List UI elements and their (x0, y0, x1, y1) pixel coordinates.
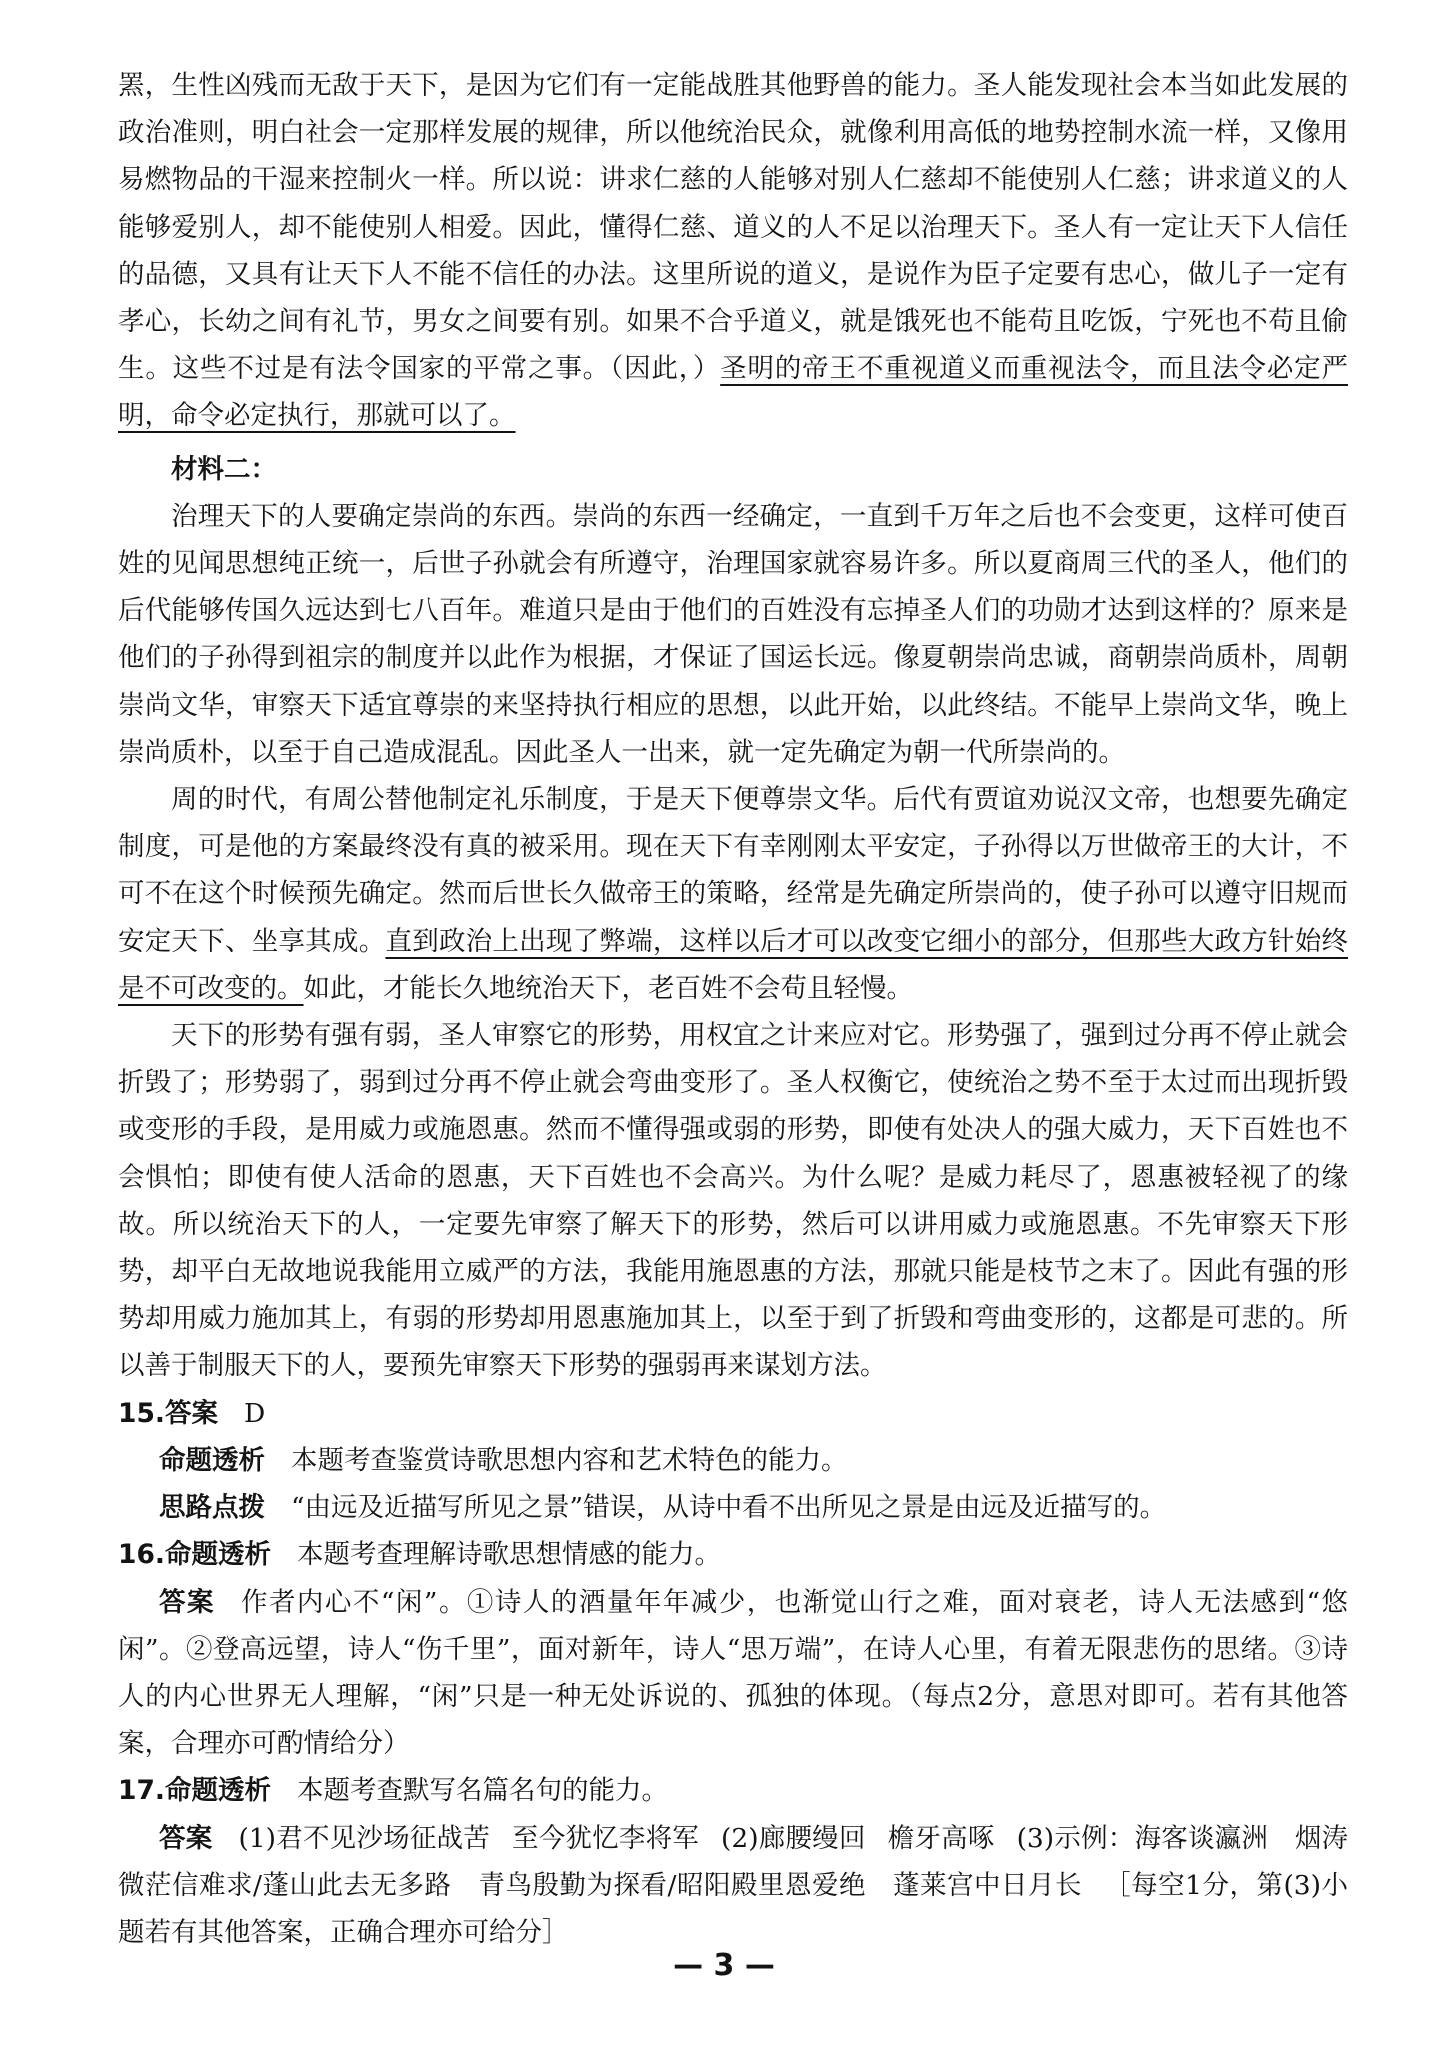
q15-answer-label: 答案 (164, 1397, 218, 1429)
q16-answer-label: 答案 (159, 1586, 215, 1618)
material1-text: 罴，生性凶残而无敌于天下，是因为它们有一定能战胜其他野兽的能力。圣人能发现社会本当如此发展的政治准则，明白社会一定那样发展的规律，所以他统治民众，就像利用高低的地势控制水流一样，又像用易燃物品的干湿来控制火一样。所以说：讲求仁慈的人能够对别人仁慈却不能使别人仁慈；讲求道义的人能够爱别人，却不能使别人相爱。因此，懂得仁慈、道义的人不足以治理天下。圣人有一定让天下人信任的品德，又具有让天下人不能不信任的办法。这里所说的道义，是说作为臣子定要有忠心，做儿子一定有孝心，长幼之间有礼节，男女之间要有别。如果不合乎道义，就是饿死也不能苟且吃饭，宁死也不苟且偷生。这些不过是有法令国家的平常之事。（因此，） (118, 70, 1348, 385)
q16-answer-block (118, 1579, 1348, 1768)
question-16 (118, 1531, 1348, 1767)
q16-analysis-label: 命题透析 (164, 1539, 271, 1571)
q17-a3-text: 示例：海客谈瀛洲 烟涛微茫信难求/蓬山此去无多路 青鸟殷勤为探看/昭阳殿里恩爱绝 蓬莱宫中日月长 (118, 1822, 1349, 1901)
q15-analysis: 本题考查鉴赏诗歌思想内容和艺术特色的能力。 (291, 1444, 848, 1476)
q17-answer-label: 答案 (159, 1822, 213, 1854)
material1-underlined-sentence: 圣明的帝王不重视道义而重视法令，而且法令必定严明，命令必定执行，那就可以了。 (118, 353, 1349, 432)
q17-a2-second: 檐牙高啄 (887, 1822, 995, 1854)
q15-hint: “由远及近描写所见之景”错误，从诗中看不出所见之景是由远及近描写的。 (291, 1492, 1167, 1524)
q17-number: 17. (118, 1775, 165, 1807)
q16-number: 16. (118, 1539, 165, 1571)
page-number: — 3 — (673, 1948, 775, 1983)
q15-analysis-label: 命题透析 (159, 1444, 265, 1476)
material2-paragraph-2 (118, 776, 1348, 1012)
q17-a1-first: 君不见沙场征战苦 (276, 1822, 490, 1854)
q16-analysis-line (118, 1531, 1348, 1578)
q16-answer: 作者内心不“闲”。①诗人的酒量年年减少，也渐觉山行之难，面对衰老，诗人无法感到“悠闲”。②登高远望，诗人“伤千里”，面对新年，诗人“思万端”，在诗人心里，有着无限悲伤的思绪。③诗人的内心世界无人理解，“闲”只是一种无处诉说的、孤独的体现。（每点2分，意思对即可。若有其他答案，合理亦可酌情给分） (118, 1586, 1348, 1760)
q15-answer: D (243, 1397, 266, 1429)
q17-a1-second: 至今犹忆李将军 (511, 1822, 700, 1854)
q15-analysis-line (118, 1437, 1348, 1484)
q17-analysis-line (118, 1767, 1348, 1814)
material2-p2-underlined-sentence: 直到政治上出现了弊端，这样以后才可以改变它细小的部分，但那些大政方针始终是不可改变的。 (118, 925, 1349, 1004)
material2-p2-tail: 如此，才能长久地统治天下，老百姓不会苟且轻慢。 (303, 972, 913, 1004)
q15-number: 15. (118, 1397, 165, 1429)
q15-hint-line (118, 1484, 1348, 1531)
q17-a2-number: (2) (721, 1822, 759, 1854)
material2-paragraph-3: 天下的形势有强有弱，圣人审察它的形势，用权宜之计来应对它。形势强了，强到过分再不停止就会折毁了；形势弱了，弱到过分再不停止就会弯曲变形了。圣人权衡它，使统治之势不至于太过而出现折毁或变形的手段，是用威力或施恩惠。然而不懂得强或弱的形势，即使有处决人的强大威力，天下百姓也不会惧怕；即使有使人活命的恩惠，天下百姓也不会高兴。为什么呢？是威力耗尽了，恩惠被轻视了的缘故。所以统治天下的人，一定要先审察了解天下的形势，然后可以讲用威力或施恩惠。不先审察天下形势，却平白无故地说我能用立威严的方法，我能用施恩惠的方法，那就只能是枝节之末了。因此有强的形势却用威力施加其上，有弱的形势却用恩惠施加其上，以至于到了折毁和弯曲变形的，这都是可悲的。所以善于制服天下的人，要预先审察天下形势的强弱再来谋划方法。 (118, 1020, 1348, 1382)
question-17 (118, 1767, 1348, 1956)
q15-answer-line (118, 1390, 1348, 1437)
q17-answer-block (118, 1815, 1348, 1957)
material1-continuation (118, 62, 1348, 440)
q17-a2-first: 廊腰缦回 (758, 1822, 866, 1854)
q17-analysis-label: 命题透析 (164, 1775, 271, 1807)
material2-paragraph-1: 治理天下的人要确定崇尚的东西。崇尚的东西一经确定，一直到千万年之后也不会变更，这样可使百姓的见闻思想纯正统一，后世子孙就会有所遵守，治理国家就容易许多。所以夏商周三代的圣人，他们的后代能够传国久远达到七八百年。难道只是由于他们的百姓没有忘掉圣人们的功勋才达到这样的？原来是他们的子孙得到祖宗的制度并以此作为根据，才保证了国运长远。像夏朝崇尚忠诚，商朝崇尚质朴，周朝崇尚文华，审察天下适宜尊崇的来坚持执行相应的思想，以此开始，以此终结。不能早上崇尚文华，晚上崇尚质朴，以至于自己造成混乱。因此圣人一出来，就一定先确定为朝一代所崇尚的。 (118, 500, 1348, 768)
q17-a3-number: (3) (1016, 1822, 1055, 1854)
q15-hint-label: 思路点拨 (159, 1492, 265, 1524)
q17-a1-number: (1) (238, 1822, 276, 1854)
q17-scoring-note: ［每空1分，第(3)小题若有其他答案，正确合理亦可给分］ (118, 1869, 1349, 1948)
q16-analysis: 本题考查理解诗歌思想情感的能力。 (296, 1539, 721, 1571)
q17-analysis: 本题考查默写名篇名句的能力。 (296, 1775, 668, 1807)
question-15 (118, 1390, 1348, 1532)
material2-p2-text: 周的时代，有周公替他制定礼乐制度，于是天下便尊崇文华。后代有贾谊劝说汉文帝，也想要先确定制度，可是他的方案最终没有真的被采用。现在天下有幸刚刚太平安定，子孙得以万世做帝王的大计，不可不在这个时候预先确定。然而后世长久做帝王的策略，经常是先确定所崇尚的，使子孙可以遵守旧规而安定天下、坐享其成。 (118, 784, 1348, 957)
material2-heading: 材料二： (171, 453, 277, 485)
